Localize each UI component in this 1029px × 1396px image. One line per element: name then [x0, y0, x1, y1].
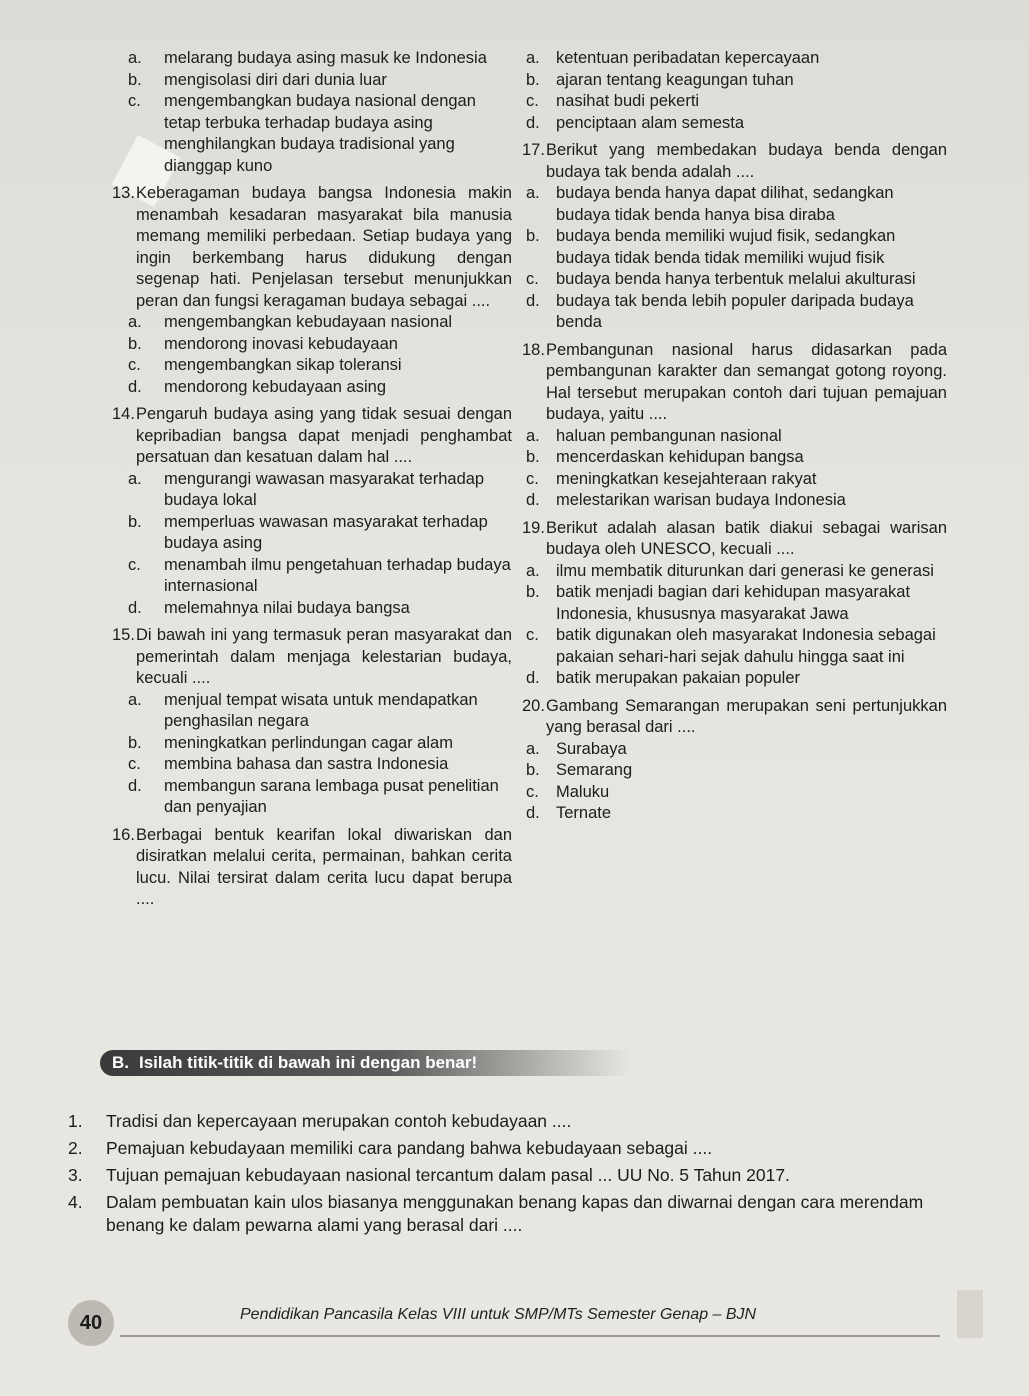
fill-in-item	[68, 1110, 968, 1133]
section-b-label: B.	[112, 1053, 129, 1072]
answer-option	[522, 582, 947, 625]
fill-in-number: 2.	[68, 1138, 83, 1158]
section-b-title: Isilah titik-titik di bawah ini dengan benar!	[139, 1053, 478, 1072]
option-letter: a.	[526, 49, 540, 67]
option-text: menambah ilmu pengetahuan terhadap budaya internasional	[164, 555, 511, 595]
question	[522, 340, 947, 426]
question	[522, 140, 947, 183]
answer-option	[112, 355, 512, 377]
option-text: budaya benda hanya terbentuk melalui akulturasi	[556, 270, 916, 288]
option-letter: a.	[526, 561, 540, 580]
option-text: mengembangkan kebudayaan nasional	[164, 313, 453, 331]
option-letter: b.	[128, 70, 142, 89]
option-letter: c.	[128, 92, 141, 110]
answer-option	[522, 625, 947, 668]
question	[112, 825, 512, 911]
answer-option	[112, 48, 512, 70]
answer-option	[112, 690, 512, 733]
question-text: Di bawah ini yang termasuk peran masyarakat dan pemerintah dalam menjaga kelestarian budaya, kecuali ....	[136, 626, 512, 687]
question-text: Berikut yang membedakan budaya benda dengan budaya tak benda adalah ....	[546, 141, 947, 181]
option-letter: c.	[526, 92, 539, 110]
answer-option	[522, 447, 947, 469]
option-text: ilmu membatik diturunkan dari generasi ke generasi	[556, 561, 934, 580]
question-text: Berbagai bentuk kearifan lokal diwariskan dan disiratkan melalui cerita, permainan, bahkan cerita lucu. Nilai tersirat dalam cerita lucu dapat berupa ....	[136, 825, 512, 908]
answer-option	[112, 733, 512, 755]
fill-in-item	[68, 1137, 968, 1160]
answer-option	[522, 782, 947, 804]
answer-option	[522, 269, 947, 291]
fill-in-number: 1.	[68, 1111, 83, 1131]
answer-option	[522, 760, 947, 782]
option-letter: d.	[128, 377, 142, 396]
answer-option	[522, 226, 947, 269]
left-column	[112, 48, 512, 911]
option-letter: d.	[128, 598, 142, 617]
option-letter: a.	[526, 739, 540, 758]
option-text: meningkatkan kesejahteraan rakyat	[556, 469, 817, 488]
option-letter: c.	[526, 270, 539, 288]
option-text: Surabaya	[556, 739, 627, 758]
question-text: Pembangunan nasional harus didasarkan pada pembangunan karakter dan semangat gotong royong. Hal tersebut merupakan contoh dari tujuan pemajuan budaya, yaitu ....	[546, 340, 947, 423]
answer-option	[112, 776, 512, 819]
option-text: Semarang	[556, 761, 633, 779]
fill-in-text: Tradisi dan kepercayaan merupakan contoh kebudayaan ....	[106, 1111, 572, 1131]
option-letter: c.	[128, 356, 141, 374]
question-number: 19.	[522, 518, 545, 537]
answer-option	[522, 113, 947, 135]
answer-option	[522, 561, 947, 583]
option-text: mengembangkan sikap toleransi	[164, 356, 402, 374]
option-text: penciptaan alam semesta	[556, 113, 745, 132]
page-number: 40	[68, 1300, 114, 1346]
option-letter: b.	[128, 334, 142, 353]
option-text: mendorong inovasi kebudayaan	[164, 334, 398, 353]
option-text: Ternate	[556, 804, 612, 822]
question-number: 16.	[112, 825, 135, 844]
option-letter: c.	[526, 782, 539, 801]
fill-in-list	[68, 1110, 968, 1241]
answer-option	[522, 70, 947, 92]
answer-option	[522, 291, 947, 334]
question-text: Berikut adalah alasan batik diakui sebagai warisan budaya oleh UNESCO, kecuali ....	[546, 518, 947, 558]
option-text: batik menjadi bagian dari kehidupan masyarakat Indonesia, khususnya masyarakat Jawa	[556, 583, 911, 623]
option-text: mengembangkan budaya nasional dengan tetap terbuka terhadap budaya asing menghilangkan budaya tradisional yang dianggap kuno	[164, 92, 476, 175]
option-letter: b.	[526, 448, 540, 466]
option-letter: b.	[526, 583, 540, 601]
option-letter: c.	[526, 469, 539, 488]
option-letter: d.	[128, 776, 142, 795]
option-letter: d.	[526, 491, 540, 509]
question	[112, 625, 512, 690]
option-text: ketentuan peribadatan kepercayaan	[556, 49, 820, 67]
question-number: 20.	[522, 696, 545, 715]
section-b-header	[100, 1050, 630, 1076]
option-text: menjual tempat wisata untuk mendapatkan penghasilan negara	[164, 690, 478, 730]
page-edge-tab	[957, 1290, 983, 1338]
option-text: membina bahasa dan sastra Indonesia	[164, 755, 449, 773]
option-letter: a.	[128, 690, 142, 709]
answer-option	[112, 598, 512, 620]
option-text: membangun sarana lembaga pusat penelitian dan penyajian	[164, 776, 499, 816]
fill-in-text: Dalam pembuatan kain ulos biasanya menggunakan benang kapas dan diwarnai dengan cara merendam benang ke dalam pewarna alami yang berasal dari ....	[106, 1192, 924, 1235]
answer-option	[522, 426, 947, 448]
question-text: Keberagaman budaya bangsa Indonesia makin menambah kesadaran masyarakat bila manusia memang memiliki perbedaan. Setiap budaya yang ingin berkembang harus didukung dengan segenap hati. Penjelasan tersebut menunjukkan peran dan fungsi keragaman budaya sebagai ....	[136, 184, 512, 310]
option-letter: d.	[526, 113, 540, 132]
option-text: meningkatkan perlindungan cagar alam	[164, 733, 453, 752]
option-letter: c.	[128, 555, 141, 574]
answer-option	[522, 469, 947, 491]
option-letter: a.	[128, 469, 142, 488]
answer-option	[112, 312, 512, 334]
option-text: mengurangi wawasan masyarakat terhadap budaya lokal	[164, 469, 485, 509]
option-letter: d.	[526, 669, 540, 687]
option-text: melemahnya nilai budaya bangsa	[164, 598, 410, 617]
option-letter: c.	[128, 755, 141, 773]
option-letter: b.	[128, 733, 142, 752]
footer-title: Pendidikan Pancasila Kelas VIII untuk SMP/MTs Semester Genap – BJN	[240, 1306, 757, 1323]
option-text: batik digunakan oleh masyarakat Indonesia sebagai pakaian sehari-hari sejak dahulu hingga saat ini	[556, 626, 936, 666]
answer-option	[522, 668, 947, 690]
right-column	[522, 48, 947, 825]
question	[112, 183, 512, 312]
option-text: mendorong kebudayaan asing	[164, 377, 387, 396]
option-letter: b.	[526, 761, 540, 779]
answer-option	[112, 334, 512, 356]
option-text: ajaran tentang keagungan tuhan	[556, 70, 794, 89]
option-letter: b.	[128, 512, 142, 531]
answer-option	[522, 183, 947, 226]
answer-option	[112, 754, 512, 776]
option-text: melestarikan warisan budaya Indonesia	[556, 491, 846, 509]
answer-option	[112, 91, 512, 177]
fill-in-item	[68, 1164, 968, 1187]
option-letter: b.	[526, 227, 540, 245]
option-text: mencerdaskan kehidupan bangsa	[556, 448, 804, 466]
fill-in-text: Pemajuan kebudayaan memiliki cara pandang bahwa kebudayaan sebagai ....	[106, 1138, 713, 1158]
question-number: 14.	[112, 405, 135, 423]
option-text: nasihat budi pekerti	[556, 92, 700, 110]
answer-option	[112, 512, 512, 555]
answer-option	[112, 377, 512, 399]
question-text: Gambang Semarangan merupakan seni pertunjukkan yang berasal dari ....	[546, 696, 947, 736]
option-letter: c.	[526, 626, 539, 644]
option-text: haluan pembangunan nasional	[556, 426, 782, 445]
option-letter: d.	[526, 804, 540, 822]
answer-option	[112, 70, 512, 92]
fill-in-number: 4.	[68, 1192, 83, 1212]
option-letter: a.	[526, 426, 540, 445]
question-number: 18.	[522, 340, 545, 359]
question-text: Pengaruh budaya asing yang tidak sesuai dengan kepribadian bangsa dapat menjadi penghambat persatuan dan kesatuan dalam hal ....	[136, 405, 512, 466]
question-number: 17.	[522, 141, 545, 159]
fill-in-item	[68, 1191, 968, 1237]
question	[522, 696, 947, 739]
option-text: budaya tak benda lebih populer daripada budaya benda	[556, 291, 914, 331]
option-text: budaya benda hanya dapat dilihat, sedangkan budaya tidak benda hanya bisa diraba	[556, 184, 894, 224]
answer-option	[522, 91, 947, 113]
option-letter: a.	[128, 49, 142, 67]
answer-option	[522, 803, 947, 825]
option-letter: b.	[526, 70, 540, 89]
answer-option	[522, 48, 947, 70]
option-text: memperluas wawasan masyarakat terhadap budaya asing	[164, 512, 488, 552]
option-text: Maluku	[556, 782, 610, 801]
fill-in-number: 3.	[68, 1165, 83, 1185]
option-letter: d.	[526, 291, 540, 310]
question-number: 15.	[112, 626, 135, 644]
option-letter: a.	[128, 313, 142, 331]
fill-in-text: Tujuan pemajuan kebudayaan nasional tercantum dalam pasal ... UU No. 5 Tahun 2017.	[106, 1165, 790, 1185]
question	[112, 404, 512, 469]
option-text: budaya benda memiliki wujud fisik, sedangkan budaya tidak benda tidak memiliki wujud fisik	[556, 227, 896, 267]
answer-option	[112, 469, 512, 512]
answer-option	[112, 555, 512, 598]
footer-rule	[120, 1335, 940, 1337]
option-text: batik merupakan pakaian populer	[556, 669, 800, 687]
option-text: melarang budaya asing masuk ke Indonesia	[164, 49, 487, 67]
question	[522, 518, 947, 561]
answer-option	[522, 739, 947, 761]
option-letter: a.	[526, 184, 540, 202]
option-text: mengisolasi diri dari dunia luar	[164, 70, 387, 89]
question-number: 13.	[112, 184, 135, 202]
answer-option	[522, 490, 947, 512]
